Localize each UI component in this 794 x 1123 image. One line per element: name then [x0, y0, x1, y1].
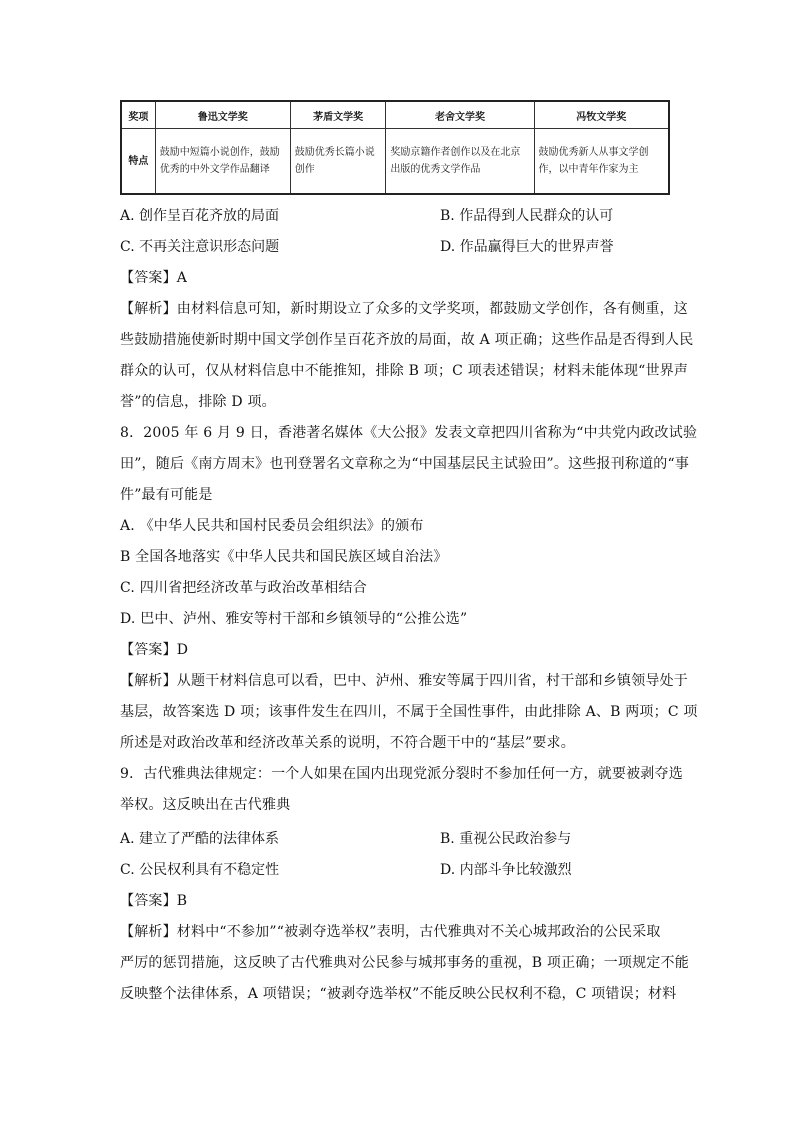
q7-option-c: C. 不再关注意识形态问题: [120, 239, 280, 255]
q9-analysis-line: 严厉的惩罚措施，这反映了古代雅典对公民参与城邦事务的重视，B 项正确；一项规定不能: [120, 955, 689, 971]
q8-analysis-line: 【解析】从题干材料信息可以看，巴中、泸州、雅安等属于四川省，村干部和乡镇领导处于: [120, 673, 688, 689]
q8-stem-line: 件”最有可能是: [120, 487, 213, 503]
q9-option-d: D. 内部斗争比较激烈: [440, 862, 572, 878]
q7-option-d: D. 作品赢得巨大的世界声誉: [440, 239, 614, 255]
q8-stem-line: 8．2005 年 6 月 9 日，香港著名媒体《大公报》发表文章把四川省称为“中共党内政改试验: [120, 425, 698, 441]
q8-answer: 【答案】D: [120, 642, 189, 658]
table-row: [121, 129, 669, 195]
q8-option-a: A. 《中华人民共和国村民委员会组织法》的颁布: [120, 518, 424, 534]
table-header-cell: 冯牧文学奖: [534, 101, 669, 129]
q7-option-a: A. 创作呈百花齐放的局面: [120, 208, 280, 224]
q8-analysis-line: 基层，故答案选 D 项；该事件发生在四川，不属于全国性事件，由此排除 A、B 两项；C 项: [120, 704, 698, 720]
q7-analysis-line: 誉”的信息，排除 D 项。: [120, 394, 276, 410]
q9-option-a: A. 建立了严酷的法律体系: [120, 831, 280, 847]
q8-option-b: B 全国各地落实《中华人民共和国民族区域自治法》: [120, 549, 448, 565]
table-header-cell: 老舍文学奖: [386, 101, 534, 129]
q9-stem-line: 9．古代雅典法律规定：一个人如果在国内出现党派分裂时不参加任何一方，就要被剥夺选: [120, 766, 683, 782]
q9-analysis-line: 反映整个法律体系，A 项错误；“被剥夺选举权”不能反映公民权利不稳，C 项错误；材料: [120, 986, 677, 1002]
table-header-row: [121, 101, 669, 129]
q7-option-b: B. 作品得到人民群众的认可: [440, 208, 614, 224]
q8-option-c: C. 四川省把经济改革与政治改革相结合: [120, 580, 367, 596]
table-header-cell: 鲁迅文学奖: [155, 101, 290, 129]
q7-analysis-line: 些鼓励措施使新时期中国文学创作呈百花齐放的局面，故 A 项正确；这些作品是否得到人民: [120, 332, 694, 348]
q7-analysis-line: 【解析】由材料信息可知，新时期设立了众多的文学奖项，都鼓励文学创作，各有侧重，这: [120, 301, 688, 317]
q8-analysis-line: 所述是对政治改革和经济改革关系的说明，不符合题干中的“基层”要求。: [120, 735, 575, 751]
table-cell: 奖励京籍作者创作以及在北京出版的优秀文学作品: [386, 129, 534, 195]
q9-stem-line: 举权。这反映出在古代雅典: [120, 797, 291, 813]
table-cell: 鼓励中短篇小说创作，鼓励优秀的中外文学作品翻译: [155, 129, 290, 195]
table-cell: 鼓励优秀新人从事文学创作，以中青年作家为主: [534, 129, 669, 195]
q8-option-d: D. 巴中、泸州、雅安等村干部和乡镇领导的“公推公选”: [120, 611, 468, 627]
q7-analysis-line: 群众的认可，仅从材料信息中不能推知，排除 B 项；C 项表述错误；材料未能体现“世界声: [120, 363, 689, 379]
q9-answer: 【答案】B: [120, 893, 188, 909]
table-row-label: 特点: [121, 129, 155, 195]
q9-analysis-line: 【解析】材料中“不参加”“被剥夺选举权”表明，古代雅典对不关心城邦政治的公民采取: [120, 924, 661, 940]
literary-awards-table: [120, 100, 670, 195]
table-cell: 鼓励优秀长篇小说创作: [290, 129, 386, 195]
q9-option-c: C. 公民权利具有不稳定性: [120, 862, 280, 878]
q8-stem-line: 田”，随后《南方周末》也刊登署名文章称之为“中国基层民主试验田”。这些报刊称道的“事: [120, 456, 690, 472]
q9-option-b: B. 重视公民政治参与: [440, 831, 572, 847]
table-header-cell: 茅盾文学奖: [290, 101, 386, 129]
q7-answer: 【答案】A: [120, 270, 188, 286]
table-header-cell: 奖项: [121, 101, 155, 129]
